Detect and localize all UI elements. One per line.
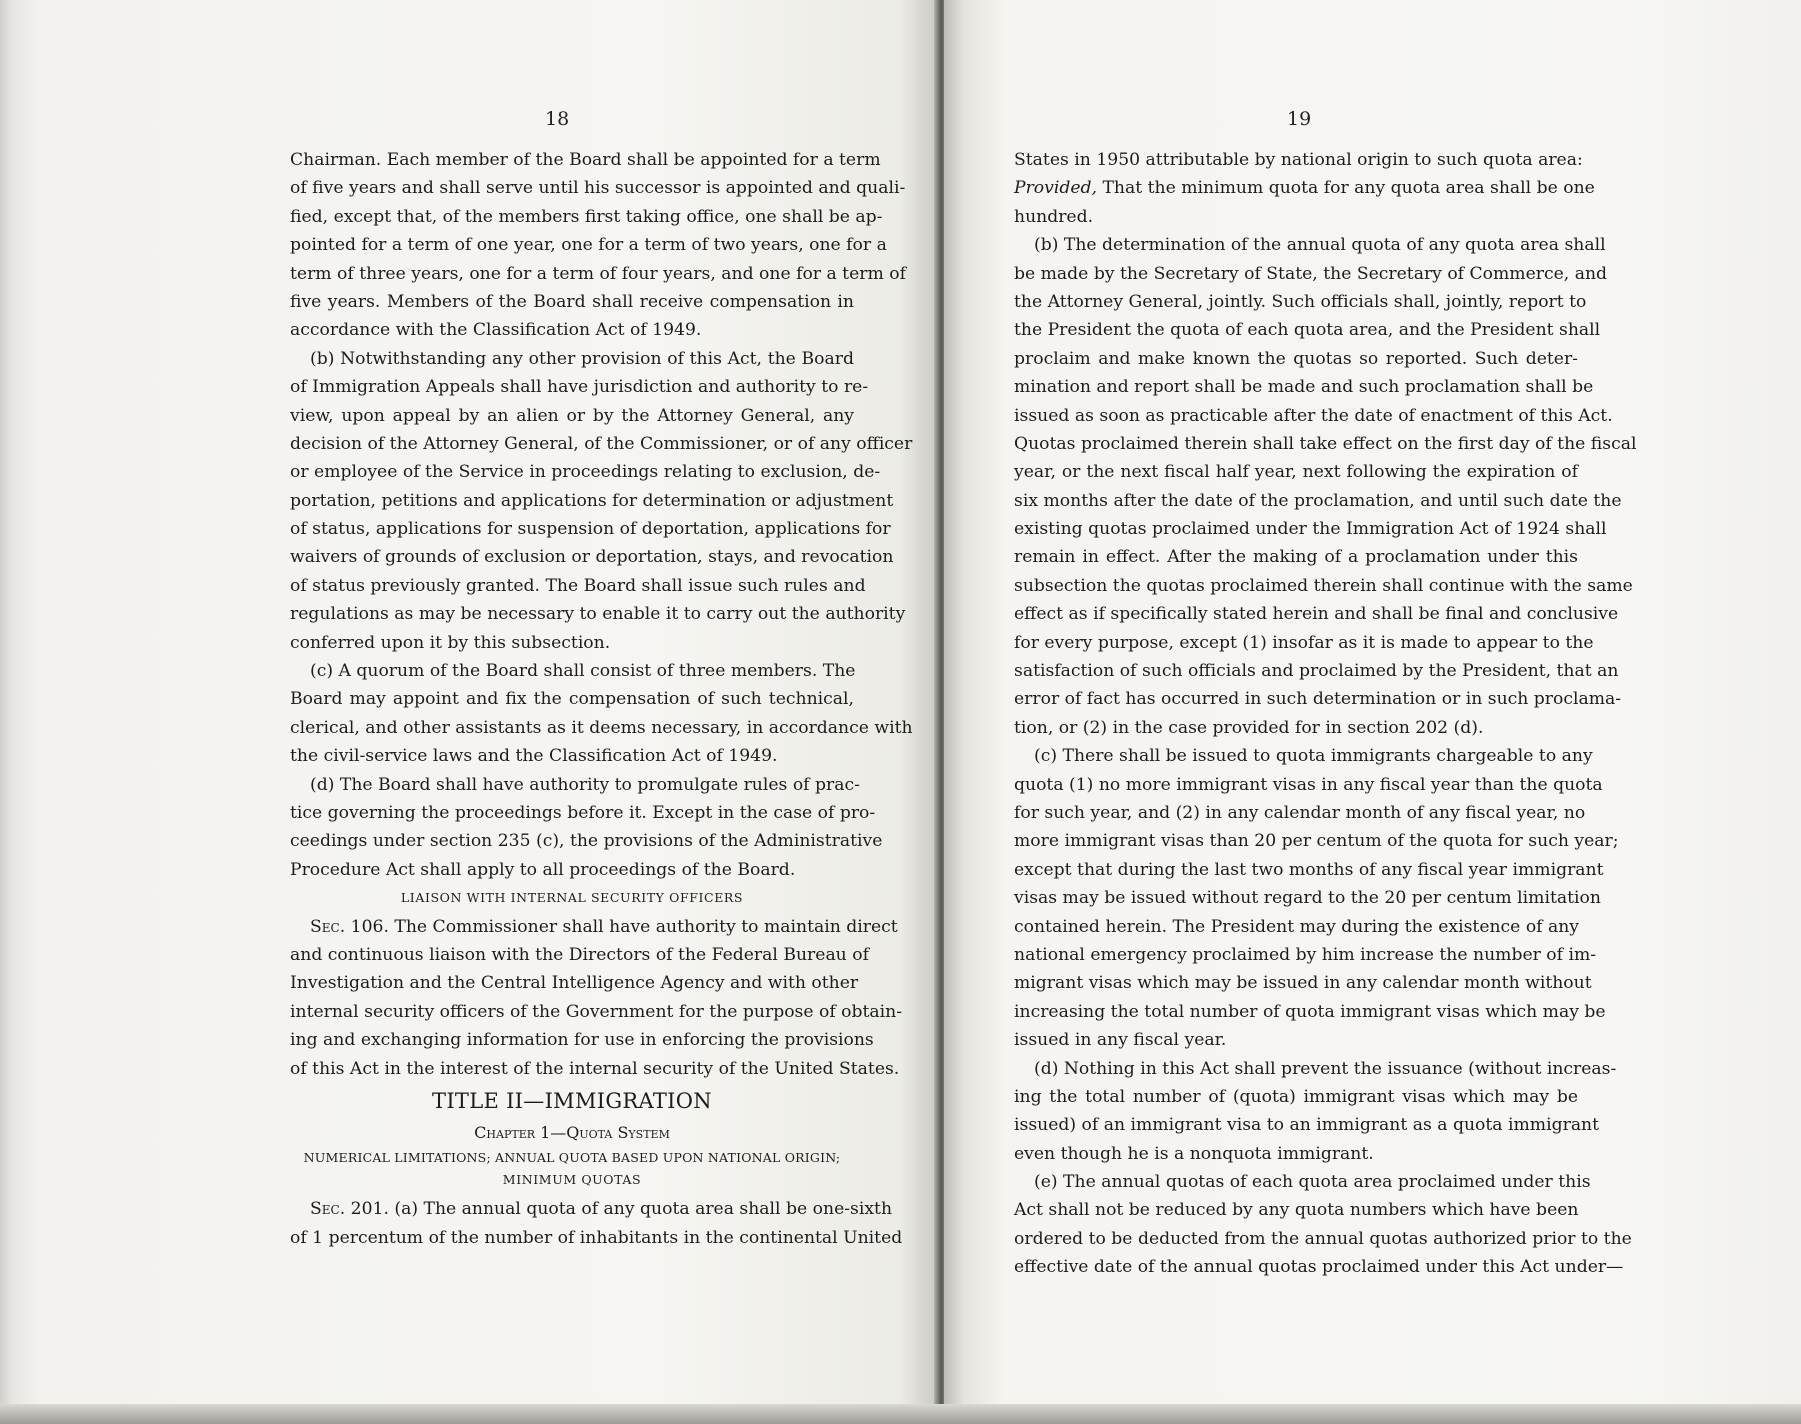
text-line: for such year, and (2) in any calendar month of any fiscal year, no [1014,802,1586,823]
text-line: of five years and shall serve until his successor is appointed and quali- [290,178,906,199]
text-line [290,913,898,941]
section-heading-liaison: LIAISON WITH INTERNAL SECURITY OFFICERS [400,890,744,906]
page-bottom-edge [0,1404,1801,1424]
text-line: internal security officers of the Government for the purpose of obtain- [290,1001,903,1022]
left-body [290,146,913,884]
text-line: for every purpose, except (1) insofar as it is made to appear to the [1014,632,1594,653]
text-span: That the minimum quota for any quota area shall be one [1096,178,1595,199]
text-line: hundred. [1014,206,1094,227]
right-text-block [1014,146,1637,1282]
text-line: effective date of the annual quotas proclaimed under this Act under— [1014,1257,1624,1278]
text-line: of Immigration Appeals shall have jurisdiction and authority to re- [290,377,869,398]
text-line: term of three years, one for a term of four years, and one for a term of [290,263,906,284]
text-line: or employee of the Service in proceedings relating to exclusion, de- [290,462,881,483]
text-line [290,1195,893,1223]
text-line: (d) The Board shall have authority to promulgate rules of prac- [310,774,860,795]
text-line: existing quotas proclaimed under the Immigration Act of 1924 shall [1014,519,1607,540]
section-106 [290,913,903,1083]
text-line [1014,174,1595,202]
text-line: issued) of an immigrant visa to an immigrant as a quota immigrant [1014,1115,1600,1136]
text-line: States in 1950 attributable by national origin to such quota area: [1014,150,1583,170]
text-line: of status previously granted. The Board shall issue such rules and [290,575,866,596]
text-line: migrant visas which may be issued in any calendar month without [1014,973,1592,994]
text-line: more immigrant visas than 20 per centum of the quota for such year; [1014,831,1619,852]
text-line: tice governing the proceedings before it. Except in the case of pro- [290,802,876,823]
text-line: Quotas proclaimed therein shall take effect on the first day of the fiscal [1014,433,1637,454]
text-line: pointed for a term of one year, one for a term of two years, one for a [290,235,887,256]
text-line: portation, petitions and applications for determination or adjustment [290,490,894,511]
text-line: the Attorney General, jointly. Such officials shall, jointly, report to [1014,291,1587,312]
text-line: of 1 percentum of the number of inhabitants in the continental United [290,1227,903,1248]
text-span: 106. The Commissioner shall have authority to maintain direct [345,916,898,937]
text-line: visas may be issued without regard to the 20 per centum limitation [1014,888,1601,909]
text-line: even though he is a nonquota immigrant. [1014,1143,1374,1164]
text-line: remain in effect. After the making of a proclamation under this [1014,547,1578,568]
title-heading: TITLE II—IMMIGRATION [432,1088,712,1113]
text-line: the civil-service laws and the Classification Act of 1949. [290,746,778,767]
text-line: (e) The annual quotas of each quota area proclaimed under this [1034,1172,1591,1193]
text-line: (b) Notwithstanding any other provision of this Act, the Board [310,348,854,369]
text-line: ceedings under section 235 (c), the provisions of the Administrative [290,831,883,852]
text-line: and continuous liaison with the Directors of the Federal Bureau of [290,944,869,965]
text-line: national emergency proclaimed by him increase the number of im- [1014,944,1597,965]
text-line: be made by the Secretary of State, the Secretary of Commerce, and [1014,263,1608,284]
text-line: quota (1) no more immigrant visas in any fiscal year than the quota [1014,774,1603,795]
text-line: contained herein. The President may during the existence of any [1014,916,1580,937]
text-line: effect as if specifically stated herein and shall be final and conclusive [1014,604,1619,625]
text-line: increasing the total number of quota immigrant visas which may be [1014,1001,1606,1022]
left-text-block [290,146,913,1252]
text-line: Investigation and the Central Intelligence Agency and with other [290,973,859,994]
text-line: except that during the last two months of any fiscal year immigrant [1014,859,1604,880]
text-line: mination and report shall be made and such proclamation shall be [1014,377,1594,398]
section-heading-numerical-2: MINIMUM QUOTAS [502,1172,642,1188]
sec-label: Sec. [310,1199,346,1220]
text-line: conferred upon it by this subsection. [290,632,611,653]
text-line: (d) Nothing in this Act shall prevent the issuance (without increas- [1034,1058,1617,1079]
text-line: tion, or (2) in the case provided for in section 202 (d). [1014,717,1484,738]
text-line: (c) There shall be issued to quota immigrants chargeable to any [1034,746,1593,767]
text-line: year, or the next fiscal half year, next following the expiration of [1014,462,1578,483]
text-line: (b) The determination of the annual quota of any quota area shall [1034,235,1606,256]
text-line: fied, except that, of the members first taking office, one shall be ap- [290,206,883,227]
chapter-heading: Chapter 1—Quota System [474,1122,670,1142]
text-line: clerical, and other assistants as it deems necessary, in accordance with [290,717,913,738]
text-line: Chairman. Each member of the Board shall be appointed for a term [290,150,881,170]
page-number-right: 19 [1287,108,1312,130]
text-line: of status, applications for suspension of deportation, applications for [290,519,891,540]
right-page [944,0,1801,1424]
text-line: ordered to be deducted from the annual quotas authorized prior to the [1014,1228,1632,1249]
text-line: proclaim and make known the quotas so reported. Such deter- [1014,348,1578,369]
text-line: Act shall not be reduced by any quota numbers which have been [1014,1200,1579,1221]
text-line: decision of the Attorney General, of the Commissioner, or of any officer [290,433,913,454]
text-line: regulations as may be necessary to enable it to carry out the authority [290,604,906,625]
text-line: accordance with the Classification Act of 1949. [290,320,702,341]
section-heading-numerical: NUMERICAL LIMITATIONS; ANNUAL QUOTA BASED UPON NATIONAL ORIGIN; [303,1150,841,1166]
text-line: six months after the date of the proclamation, and until such date the [1014,490,1622,511]
text-line: ing the total number of (quota) immigrant visas which may be [1014,1086,1578,1107]
text-line: the President the quota of each quota area, and the President shall [1014,320,1601,341]
provided-word: Provided, [1014,178,1097,199]
text-line: subsection the quotas proclaimed therein shall continue with the same [1014,575,1633,596]
text-line: Board may appoint and fix the compensation of such technical, [290,689,854,710]
text-line: issued as soon as practicable after the date of enactment of this Act. [1014,405,1613,426]
text-line: of this Act in the interest of the internal security of the United States. [290,1058,900,1079]
page-number-left: 18 [545,108,570,130]
section-201 [290,1195,903,1252]
text-line: error of fact has occurred in such determination or in such proclama- [1014,689,1622,710]
text-line: issued in any fiscal year. [1014,1030,1227,1051]
text-line: (c) A quorum of the Board shall consist of three members. The [310,661,856,682]
text-line: Procedure Act shall apply to all proceedings of the Board. [290,859,796,880]
text-line: waivers of grounds of exclusion or deportation, stays, and revocation [290,547,894,568]
text-span: 201. (a) The annual quota of any quota area shall be one-sixth [345,1199,893,1220]
sec-label: Sec. [310,916,346,937]
text-line: ing and exchanging information for use in enforcing the provisions [290,1030,874,1051]
text-line: satisfaction of such officials and proclaimed by the President, that an [1014,661,1619,682]
text-line: five years. Members of the Board shall receive compensation in [290,291,854,312]
text-line: view, upon appeal by an alien or by the Attorney General, any [290,405,854,426]
